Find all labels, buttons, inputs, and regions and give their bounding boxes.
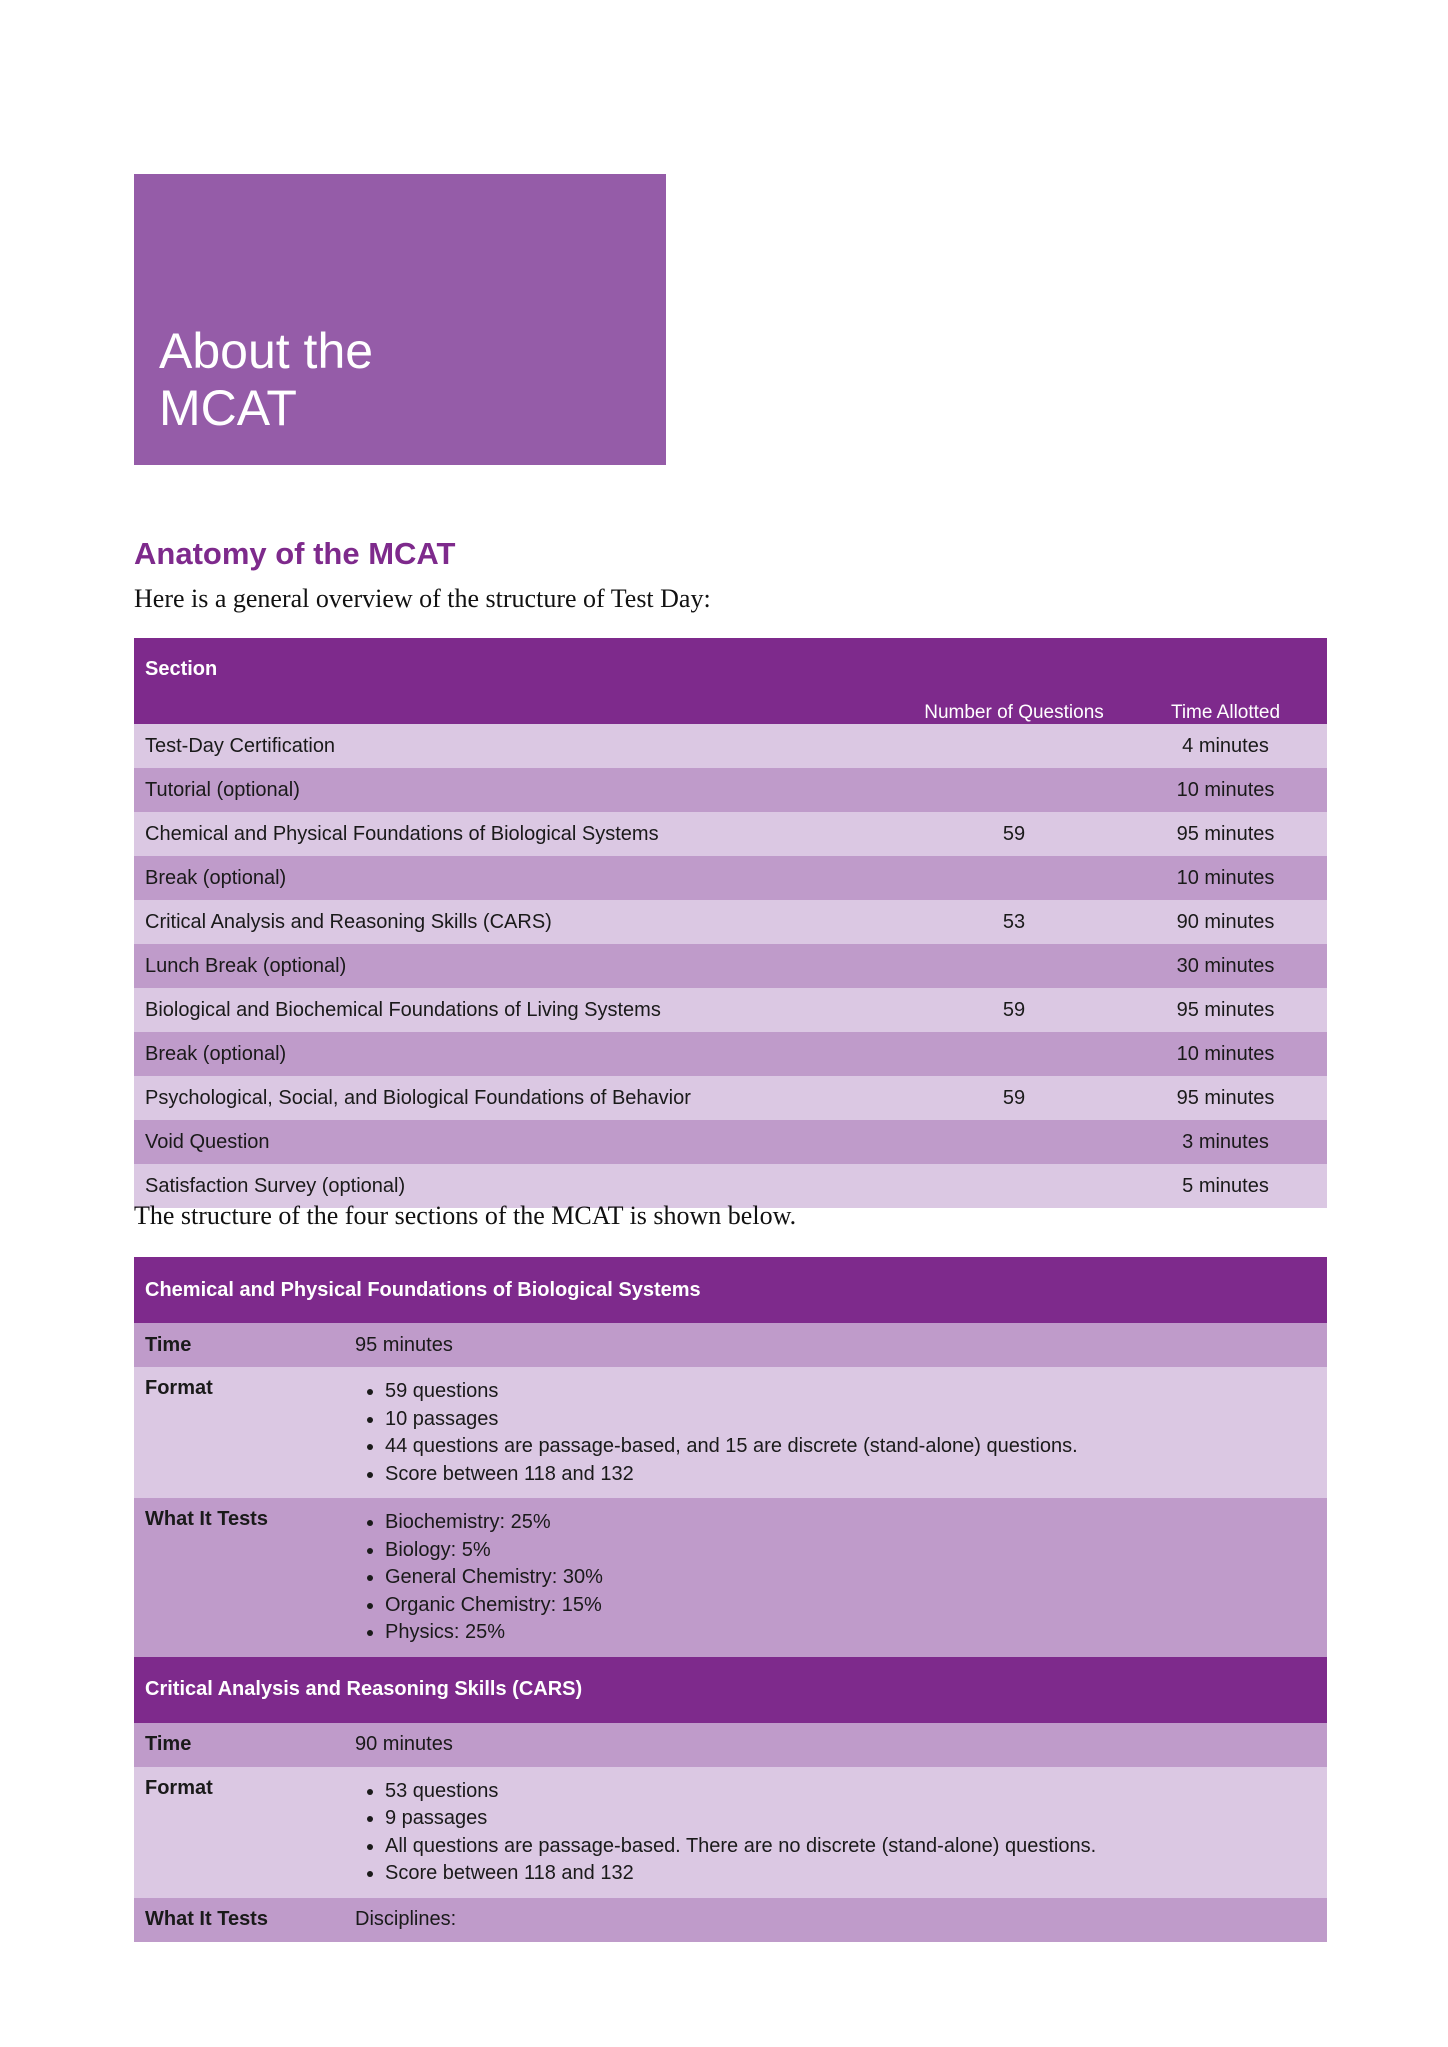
- cell-section: Break (optional): [134, 1032, 904, 1076]
- section-heading: Anatomy of the MCAT: [134, 536, 456, 571]
- cell-time: 30 minutes: [1124, 944, 1327, 988]
- detail-section-header: [134, 1257, 1327, 1323]
- table-row: [134, 768, 1327, 812]
- detail-tests-value: [344, 1498, 1327, 1657]
- table-row: [134, 900, 1327, 944]
- cell-questions: 59: [904, 1076, 1124, 1120]
- cell-time: 10 minutes: [1124, 856, 1327, 900]
- details-table-container: [134, 1257, 1327, 1942]
- cell-questions: [904, 1164, 1124, 1208]
- detail-section-name: Critical Analysis and Reasoning Skills (CARS): [134, 1657, 1327, 1723]
- cell-time: 10 minutes: [1124, 1032, 1327, 1076]
- list-item: • General Chemistry: 30%: [385, 1564, 1316, 1592]
- cell-section: Test-Day Certification: [134, 724, 904, 768]
- overview-body: [134, 724, 1327, 1208]
- overview-header-row: [134, 638, 1327, 724]
- cell-time: 90 minutes: [1124, 900, 1327, 944]
- cell-section: Tutorial (optional): [134, 768, 904, 812]
- cell-section: Chemical and Physical Foundations of Biological Systems: [134, 812, 904, 856]
- table-row: [134, 1120, 1327, 1164]
- cell-questions: [904, 1032, 1124, 1076]
- table-row: [134, 944, 1327, 988]
- list-item: • Biochemistry: 25%: [385, 1509, 1316, 1537]
- cell-section: Psychological, Social, and Biological Foundations of Behavior: [134, 1076, 904, 1120]
- cell-section: Satisfaction Survey (optional): [134, 1164, 904, 1208]
- list-item: • Organic Chemistry: 15%: [385, 1592, 1316, 1620]
- table-row: [134, 1032, 1327, 1076]
- detail-format-label: Format: [134, 1367, 344, 1498]
- page-title-line-1: About the: [159, 323, 374, 379]
- header-questions: Number of Questions: [904, 638, 1124, 724]
- detail-tests-label: What It Tests: [134, 1898, 344, 1942]
- detail-tests-value: Disciplines:: [344, 1898, 1327, 1942]
- cell-section: Break (optional): [134, 856, 904, 900]
- detail-format-label: Format: [134, 1767, 344, 1898]
- table-row: [134, 1076, 1327, 1120]
- cell-time: 5 minutes: [1124, 1164, 1327, 1208]
- title-block: [134, 174, 666, 465]
- cell-time: 95 minutes: [1124, 988, 1327, 1032]
- structure-text: The structure of the four sections of the MCAT is shown below.: [134, 1201, 797, 1230]
- format-list: [355, 1778, 1316, 1888]
- format-list: [355, 1378, 1316, 1488]
- list-item: • 59 questions: [385, 1378, 1316, 1406]
- header-section: Section: [134, 638, 904, 724]
- header-time: Time Allotted: [1124, 638, 1327, 724]
- table-row: [134, 988, 1327, 1032]
- cell-questions: 59: [904, 988, 1124, 1032]
- page-title-line-2: MCAT: [159, 380, 297, 436]
- cell-questions: 59: [904, 812, 1124, 856]
- intro-text: Here is a general overview of the structure of Test Day:: [134, 584, 711, 613]
- cell-section: Void Question: [134, 1120, 904, 1164]
- page-title: [159, 323, 373, 437]
- list-item: • Biology: 5%: [385, 1537, 1316, 1565]
- cell-questions: [904, 724, 1124, 768]
- table-row: [134, 856, 1327, 900]
- cell-section: Lunch Break (optional): [134, 944, 904, 988]
- cell-time: 10 minutes: [1124, 768, 1327, 812]
- list-item: • 44 questions are passage-based, and 15 are discrete (stand-alone) questions.: [385, 1433, 1316, 1461]
- overview-table: [134, 638, 1327, 1208]
- table-row: [134, 724, 1327, 768]
- cell-section: Critical Analysis and Reasoning Skills (CARS): [134, 900, 904, 944]
- detail-time-value: 90 minutes: [344, 1723, 1327, 1767]
- list-item: • 9 passages: [385, 1805, 1316, 1833]
- cell-questions: [904, 768, 1124, 812]
- detail-tests-label: What It Tests: [134, 1498, 344, 1657]
- cell-section: Biological and Biochemical Foundations of Living Systems: [134, 988, 904, 1032]
- cell-time: 95 minutes: [1124, 1076, 1327, 1120]
- tests-list: [355, 1509, 1316, 1647]
- cell-time: 95 minutes: [1124, 812, 1327, 856]
- list-item: • Score between 118 and 132: [385, 1860, 1316, 1888]
- detail-format-row: [134, 1767, 1327, 1898]
- list-item: • 10 passages: [385, 1406, 1316, 1434]
- detail-time-label: Time: [134, 1323, 344, 1367]
- list-item: • All questions are passage-based. There are no discrete (stand-alone) questions.: [385, 1833, 1316, 1861]
- detail-time-value: 95 minutes: [344, 1323, 1327, 1367]
- detail-time-row: [134, 1723, 1327, 1767]
- cell-time: 4 minutes: [1124, 724, 1327, 768]
- cell-questions: [904, 944, 1124, 988]
- details-table: [134, 1257, 1327, 1942]
- list-item: • 53 questions: [385, 1778, 1316, 1806]
- detail-time-label: Time: [134, 1723, 344, 1767]
- detail-tests-row: [134, 1898, 1327, 1942]
- detail-format-value: [344, 1367, 1327, 1498]
- cell-questions: 53: [904, 900, 1124, 944]
- table-row: [134, 812, 1327, 856]
- detail-time-row: [134, 1323, 1327, 1367]
- cell-questions: [904, 856, 1124, 900]
- detail-format-value: [344, 1767, 1327, 1898]
- detail-section-name: Chemical and Physical Foundations of Biological Systems: [134, 1257, 1327, 1323]
- list-item: • Physics: 25%: [385, 1619, 1316, 1647]
- detail-format-row: [134, 1367, 1327, 1498]
- detail-tests-row: [134, 1498, 1327, 1657]
- list-item: • Score between 118 and 132: [385, 1461, 1316, 1489]
- overview-table-container: [134, 638, 1327, 1208]
- cell-time: 3 minutes: [1124, 1120, 1327, 1164]
- cell-questions: [904, 1120, 1124, 1164]
- detail-section-header: [134, 1657, 1327, 1723]
